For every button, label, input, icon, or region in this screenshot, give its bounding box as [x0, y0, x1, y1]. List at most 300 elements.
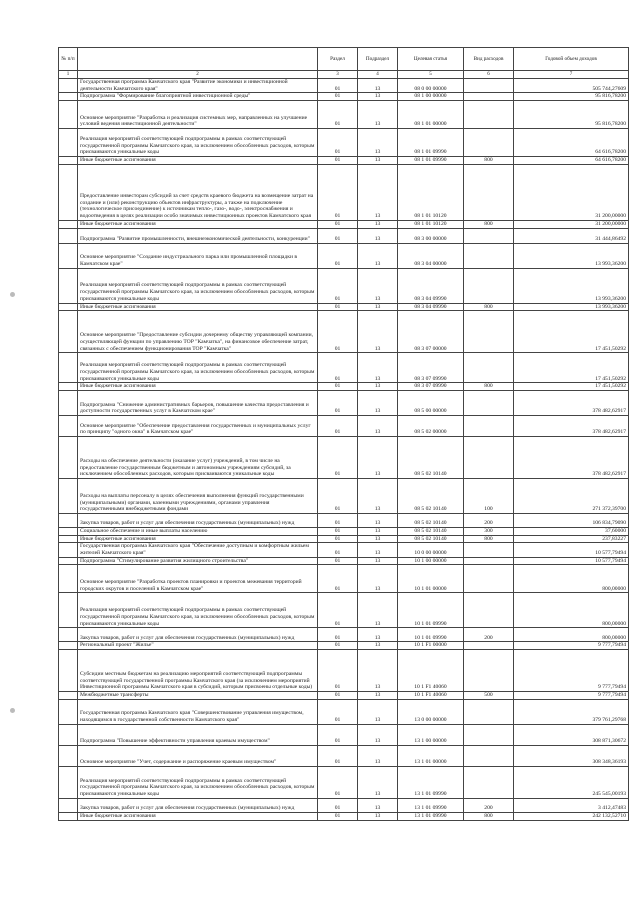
column-number: 4 [358, 71, 398, 79]
row-name-cell: Расходы на выплаты персоналу в целях обеспечения выполнения функций государственными (муниципальными) органами, казенными учреждениями, органами управления государственными внебюджетными фондами [78, 478, 318, 513]
table-row [59, 699, 629, 724]
row-number-cell [59, 93, 78, 101]
row-amount-cell: 245 545,00193 [514, 766, 629, 798]
row-amount-cell: 308 348,36193 [514, 745, 629, 766]
row-razdel-cell: 01 [318, 535, 358, 543]
table-row [59, 593, 629, 628]
row-amount-cell: 17 451,50292 [514, 353, 629, 383]
row-amount-cell: 308 871,30672 [514, 724, 629, 745]
row-razdel-cell: 01 [318, 766, 358, 798]
row-amount-cell: 13 993,36200 [514, 303, 629, 311]
row-target-article-cell: 10 1 01 09990 [398, 593, 464, 628]
row-target-article-cell: 08 1 00 00000 [398, 93, 464, 101]
row-amount-cell: 800,00000 [514, 593, 629, 628]
row-podrazdel-cell: 13 [358, 220, 398, 228]
table-row [59, 724, 629, 745]
row-amount-cell: 9 777,79494 [514, 692, 629, 700]
row-amount-cell: 13 993,36200 [514, 268, 629, 303]
row-podrazdel-cell: 13 [358, 812, 398, 820]
row-number-cell [59, 390, 78, 415]
row-target-article-cell: 08 1 01 09990 [398, 157, 464, 165]
row-name-cell: Закупка товаров, работ и услуг для обеспечения государственных (муниципальных) нужд [78, 628, 318, 642]
row-name-cell: Основное мероприятие "Создание индустриального парка или промышленной площадки в Камчатском крае" [78, 243, 318, 268]
table-row [59, 79, 629, 93]
row-podrazdel-cell: 13 [358, 527, 398, 535]
row-number-cell [59, 724, 78, 745]
row-expense-type-cell [464, 745, 514, 766]
row-razdel-cell: 01 [318, 527, 358, 535]
row-amount-cell: 31 200,00000 [514, 220, 629, 228]
row-expense-type-cell [464, 699, 514, 724]
row-target-article-cell: 13 0 00 00000 [398, 699, 464, 724]
row-podrazdel-cell: 13 [358, 513, 398, 527]
table-row [59, 311, 629, 353]
column-number: 6 [464, 71, 514, 79]
row-amount-cell: 64 616,78200 [514, 129, 629, 157]
row-razdel-cell: 01 [318, 93, 358, 101]
row-number-cell [59, 243, 78, 268]
row-target-article-cell: 08 3 04 09990 [398, 303, 464, 311]
row-podrazdel-cell: 13 [358, 311, 398, 353]
row-razdel-cell: 01 [318, 812, 358, 820]
row-razdel-cell: 01 [318, 650, 358, 692]
row-number-cell [59, 353, 78, 383]
row-podrazdel-cell: 13 [358, 129, 398, 157]
row-razdel-cell: 01 [318, 628, 358, 642]
row-name-cell: Реализация мероприятий соответствующей подпрограммы в рамках соответствующей государственной программы Камчатского края, за исключением обособленных расходов, которым присваиваются уникальные коды [78, 268, 318, 303]
row-name-cell: Основное мероприятие "Предоставление субсидии дочернему обществу управляющей компании, осуществляющей функции по управлению ТОР "Камчатка", на финансовое обеспечение затрат, связанных с обеспечением функционирования ТОР "Камчатка" [78, 311, 318, 353]
row-name-cell: Подпрограмма "Формирование благоприятной инвестиционной среды" [78, 93, 318, 101]
row-target-article-cell: 08 3 07 00000 [398, 311, 464, 353]
row-podrazdel-cell: 13 [358, 543, 398, 557]
row-number-cell [59, 415, 78, 436]
row-podrazdel-cell: 13 [358, 268, 398, 303]
row-razdel-cell: 01 [318, 164, 358, 220]
row-expense-type-cell [464, 557, 514, 565]
row-number-cell [59, 543, 78, 557]
row-name-cell: Иные бюджетные ассигнования [78, 157, 318, 165]
row-expense-type-cell: 800 [464, 157, 514, 165]
row-number-cell [59, 565, 78, 593]
row-podrazdel-cell: 13 [358, 93, 398, 101]
row-razdel-cell: 01 [318, 436, 358, 478]
row-target-article-cell: 08 5 00 00000 [398, 390, 464, 415]
row-name-cell: Основное мероприятие "Разработка проектов планировки и проектов межевания территорий городских округов и поселений в Камчатском крае" [78, 565, 318, 593]
table-row [59, 390, 629, 415]
row-razdel-cell: 01 [318, 101, 358, 129]
row-amount-cell: 106 834,79090 [514, 513, 629, 527]
row-podrazdel-cell: 13 [358, 593, 398, 628]
row-number-cell [59, 745, 78, 766]
header-podrazdel: Подраздел [358, 48, 398, 71]
row-number-cell [59, 129, 78, 157]
row-amount-cell: 271 372,39700 [514, 478, 629, 513]
row-target-article-cell: 08 0 00 00000 [398, 79, 464, 93]
row-target-article-cell: 08 1 01 00000 [398, 101, 464, 129]
row-amount-cell: 9 777,79494 [514, 650, 629, 692]
table-row [59, 798, 629, 812]
row-amount-cell: 13 993,36200 [514, 243, 629, 268]
row-number-cell [59, 699, 78, 724]
row-podrazdel-cell: 13 [358, 243, 398, 268]
row-expense-type-cell [464, 415, 514, 436]
row-target-article-cell: 10 1 F1 40060 [398, 650, 464, 692]
row-target-article-cell: 13 1 01 00000 [398, 745, 464, 766]
row-name-cell: Иные бюджетные ассигнования [78, 535, 318, 543]
row-expense-type-cell [464, 243, 514, 268]
row-expense-type-cell: 200 [464, 628, 514, 642]
table-row [59, 513, 629, 527]
row-name-cell: Межбюджетные трансферты [78, 692, 318, 700]
row-amount-cell: 9 777,79494 [514, 642, 629, 650]
row-target-article-cell: 10 0 00 00000 [398, 543, 464, 557]
row-amount-cell: 237,83227 [514, 535, 629, 543]
row-podrazdel-cell: 13 [358, 699, 398, 724]
row-number-cell [59, 692, 78, 700]
table-row [59, 692, 629, 700]
table-row [59, 543, 629, 557]
row-expense-type-cell [464, 164, 514, 220]
row-name-cell: Реализация мероприятий соответствующей подпрограммы в рамках соответствующей государственной программы Камчатского края, за исключением обособленных расходов, которым присваиваются уникальные коды [78, 766, 318, 798]
table-row [59, 628, 629, 642]
row-name-cell: Субсидии местным бюджетам на реализацию мероприятий соответствующей подпрограммы соответствующей государственной программы Камчатского края (за исключением мероприятий Инвестиционной программы Камчатского края в субсидий, которым присвоены отдельные коды) [78, 650, 318, 692]
header-name [78, 48, 318, 71]
row-number-cell [59, 436, 78, 478]
row-razdel-cell: 01 [318, 303, 358, 311]
row-podrazdel-cell: 13 [358, 642, 398, 650]
row-expense-type-cell: 100 [464, 478, 514, 513]
row-number-cell [59, 228, 78, 243]
row-expense-type-cell [464, 129, 514, 157]
row-amount-cell: 378 482,62917 [514, 415, 629, 436]
row-number-cell [59, 513, 78, 527]
row-number-cell [59, 527, 78, 535]
row-expense-type-cell [464, 93, 514, 101]
row-razdel-cell: 01 [318, 268, 358, 303]
column-number: 2 [78, 71, 318, 79]
row-name-cell: Закупка товаров, работ и услуг для обеспечения государственных (муниципальных) нужд [78, 513, 318, 527]
row-expense-type-cell [464, 311, 514, 353]
row-expense-type-cell [464, 642, 514, 650]
header-target-article: Целевая статья [398, 48, 464, 71]
row-expense-type-cell [464, 543, 514, 557]
table-row [59, 268, 629, 303]
row-name-cell: Предоставление инвесторам субсидий за счет средств краевого бюджета на возмещение затрат на создание и (или) реконструкцию объектов инфраструктуры, а также на подключение (технологическое присоединение) к источникам тепло-, газо-, водо-, электроснабжения и водоотведения в целях реализации особо значимых инвестиционных проектов Камчатского края [78, 164, 318, 220]
row-name-cell: Расходы на обеспечение деятельности (оказание услуг) учреждений, в том числе на предоставление государственным бюджетным и автономным учреждениям субсидий, за исключением обособленных расходов, которым присваиваются уникальные коды [78, 436, 318, 478]
table-row [59, 164, 629, 220]
row-name-cell: Государственная программа Камчатского края "Развитие экономики и инвестиционной деятельности Камчатского края" [78, 79, 318, 93]
row-podrazdel-cell: 13 [358, 101, 398, 129]
row-amount-cell: 37,60000 [514, 527, 629, 535]
row-razdel-cell: 01 [318, 745, 358, 766]
row-target-article-cell: 10 1 F1 40060 [398, 692, 464, 700]
row-expense-type-cell: 800 [464, 303, 514, 311]
row-name-cell: Региональный проект "Жилье" [78, 642, 318, 650]
header-razdel: Раздел [318, 48, 358, 71]
row-name-cell: Реализация мероприятий соответствующей подпрограммы в рамках соответствующей государственной программы Камчатского края, за исключением обособленных расходов, которым присваиваются уникальные коды [78, 129, 318, 157]
table-row [59, 303, 629, 311]
row-number-cell [59, 101, 78, 129]
row-podrazdel-cell: 13 [358, 724, 398, 745]
row-target-article-cell: 08 3 04 00000 [398, 243, 464, 268]
row-name-cell: Подпрограмма "Снижение административных барьеров, повышение качества предоставления и доступности государственных услуг в Камчатском крае" [78, 390, 318, 415]
row-podrazdel-cell: 13 [358, 228, 398, 243]
table-row [59, 642, 629, 650]
row-target-article-cell: 13 1 01 09990 [398, 766, 464, 798]
row-name-cell: Иные бюджетные ассигнования [78, 220, 318, 228]
row-razdel-cell: 01 [318, 383, 358, 391]
row-number-cell [59, 79, 78, 93]
table-row [59, 243, 629, 268]
row-number-cell [59, 478, 78, 513]
row-razdel-cell: 01 [318, 353, 358, 383]
row-podrazdel-cell: 13 [358, 745, 398, 766]
row-amount-cell: 800,00000 [514, 565, 629, 593]
row-podrazdel-cell: 13 [358, 535, 398, 543]
row-target-article-cell: 08 5 02 10140 [398, 436, 464, 478]
row-amount-cell: 17 451,50292 [514, 311, 629, 353]
row-podrazdel-cell: 13 [358, 557, 398, 565]
row-number-cell [59, 557, 78, 565]
row-expense-type-cell: 300 [464, 527, 514, 535]
row-razdel-cell: 01 [318, 557, 358, 565]
row-target-article-cell: 08 3 07 09990 [398, 383, 464, 391]
row-expense-type-cell [464, 79, 514, 93]
table-row [59, 650, 629, 692]
row-number-cell [59, 383, 78, 391]
row-target-article-cell: 08 1 01 10120 [398, 164, 464, 220]
row-name-cell: Основное мероприятие "Учет, содержание и распоряжение краевым имуществом" [78, 745, 318, 766]
row-number-cell [59, 650, 78, 692]
row-amount-cell: 800,00000 [514, 628, 629, 642]
row-name-cell: Реализация мероприятий соответствующей подпрограммы в рамках соответствующей государственной программы Камчатского края, за исключением обособленных расходов, которым присваиваются уникальные коды [78, 353, 318, 383]
row-razdel-cell: 01 [318, 79, 358, 93]
row-expense-type-cell [464, 766, 514, 798]
budget-table [58, 47, 629, 821]
row-podrazdel-cell: 13 [358, 164, 398, 220]
row-razdel-cell: 01 [318, 699, 358, 724]
table-row [59, 93, 629, 101]
row-expense-type-cell [464, 390, 514, 415]
row-name-cell: Реализация мероприятий соответствующей подпрограммы в рамках соответствующей государственной программы Камчатского края, за исключением обособленных расходов, которым присваиваются уникальные коды [78, 593, 318, 628]
row-target-article-cell: 08 3 04 09990 [398, 268, 464, 303]
row-podrazdel-cell: 13 [358, 353, 398, 383]
row-amount-cell: 17 451,50292 [514, 383, 629, 391]
row-name-cell: Иные бюджетные ассигнования [78, 303, 318, 311]
row-target-article-cell: 08 5 02 10140 [398, 535, 464, 543]
row-podrazdel-cell: 13 [358, 628, 398, 642]
row-podrazdel-cell: 13 [358, 383, 398, 391]
row-podrazdel-cell: 13 [358, 692, 398, 700]
table-row [59, 436, 629, 478]
table-row [59, 353, 629, 383]
row-razdel-cell: 01 [318, 565, 358, 593]
row-number-cell [59, 303, 78, 311]
table-body [59, 79, 629, 821]
row-expense-type-cell: 800 [464, 383, 514, 391]
punch-hole-mark [10, 292, 15, 297]
punch-hole-mark [10, 708, 15, 713]
row-number-cell [59, 535, 78, 543]
row-razdel-cell: 01 [318, 478, 358, 513]
row-razdel-cell: 01 [318, 415, 358, 436]
column-number: 3 [318, 71, 358, 79]
row-number-cell [59, 798, 78, 812]
column-number: 7 [514, 71, 629, 79]
row-name-cell: Основное мероприятие "Разработка и реализация системных мер, направленных на улучшение условий ведения инвестиционной деятельности" [78, 101, 318, 129]
row-razdel-cell: 01 [318, 798, 358, 812]
row-podrazdel-cell: 13 [358, 766, 398, 798]
row-razdel-cell: 01 [318, 228, 358, 243]
row-target-article-cell: 10 1 F1 00000 [398, 642, 464, 650]
row-razdel-cell: 01 [318, 390, 358, 415]
row-razdel-cell: 01 [318, 311, 358, 353]
header-annual-amount: Годовой объем доходов [514, 48, 629, 71]
row-podrazdel-cell: 13 [358, 157, 398, 165]
table-row [59, 220, 629, 228]
row-expense-type-cell: 200 [464, 798, 514, 812]
row-amount-cell: 3 412,47483 [514, 798, 629, 812]
row-number-cell [59, 642, 78, 650]
row-razdel-cell: 01 [318, 513, 358, 527]
row-target-article-cell: 08 5 02 00000 [398, 415, 464, 436]
row-number-cell [59, 268, 78, 303]
row-amount-cell: 378 482,62917 [514, 390, 629, 415]
row-number-cell [59, 812, 78, 820]
row-expense-type-cell [464, 101, 514, 129]
row-podrazdel-cell: 13 [358, 415, 398, 436]
row-name-cell: Основное мероприятие "Обеспечение предоставления государственных и муниципальных услуг по принципу "одного окна" в Камчатском крае" [78, 415, 318, 436]
row-amount-cell: 505 744,27609 [514, 79, 629, 93]
row-name-cell: Подпрограмма "Повышение эффективности управления краевым имуществом" [78, 724, 318, 745]
row-expense-type-cell [464, 593, 514, 628]
column-number: 5 [398, 71, 464, 79]
row-number-cell [59, 628, 78, 642]
table-row [59, 535, 629, 543]
row-amount-cell: 242 132,52710 [514, 812, 629, 820]
table-row [59, 565, 629, 593]
row-target-article-cell: 13 1 01 09990 [398, 798, 464, 812]
table-row [59, 478, 629, 513]
row-razdel-cell: 01 [318, 692, 358, 700]
row-expense-type-cell: 800 [464, 535, 514, 543]
row-razdel-cell: 01 [318, 543, 358, 557]
row-expense-type-cell [464, 353, 514, 383]
row-podrazdel-cell: 13 [358, 79, 398, 93]
table-row [59, 383, 629, 391]
row-amount-cell: 378 482,62917 [514, 436, 629, 478]
row-number-cell [59, 593, 78, 628]
table-row [59, 157, 629, 165]
row-target-article-cell: 10 1 01 09990 [398, 628, 464, 642]
row-name-cell: Закупка товаров, работ и услуг для обеспечения государственных (муниципальных) нужд [78, 798, 318, 812]
row-expense-type-cell: 500 [464, 692, 514, 700]
row-name-cell: Социальное обеспечение и иные выплаты населению [78, 527, 318, 535]
row-target-article-cell: 10 1 01 00000 [398, 565, 464, 593]
row-target-article-cell: 08 5 02 10140 [398, 527, 464, 535]
row-number-cell [59, 311, 78, 353]
row-expense-type-cell [464, 228, 514, 243]
table-row [59, 527, 629, 535]
row-expense-type-cell [464, 565, 514, 593]
row-amount-cell: 64 616,78200 [514, 157, 629, 165]
table-row [59, 101, 629, 129]
row-expense-type-cell: 800 [464, 812, 514, 820]
row-podrazdel-cell: 13 [358, 798, 398, 812]
row-expense-type-cell: 200 [464, 513, 514, 527]
row-name-cell: Подпрограмма "Стимулирование развития жилищного строительства" [78, 557, 318, 565]
table-row [59, 129, 629, 157]
row-number-cell [59, 157, 78, 165]
table-row [59, 557, 629, 565]
row-name-cell: Государственная программа Камчатского края "Обеспечение доступным и комфортным жильем жителей Камчатского края" [78, 543, 318, 557]
row-number-cell [59, 220, 78, 228]
row-podrazdel-cell: 13 [358, 650, 398, 692]
row-amount-cell: 31 200,00000 [514, 164, 629, 220]
row-amount-cell: 10 577,79494 [514, 543, 629, 557]
row-name-cell: Иные бюджетные ассигнования [78, 812, 318, 820]
table-row [59, 415, 629, 436]
row-razdel-cell: 01 [318, 157, 358, 165]
row-amount-cell: 95 816,78200 [514, 93, 629, 101]
row-expense-type-cell [464, 436, 514, 478]
row-name-cell: Государственная программа Камчатского края "Совершенствование управления имуществом, находящимся в государственной собственности Камчатского края" [78, 699, 318, 724]
row-podrazdel-cell: 13 [358, 565, 398, 593]
row-amount-cell: 95 816,78200 [514, 101, 629, 129]
row-target-article-cell: 13 1 00 00000 [398, 724, 464, 745]
row-target-article-cell: 08 3 07 09990 [398, 353, 464, 383]
row-podrazdel-cell: 13 [358, 478, 398, 513]
row-podrazdel-cell: 13 [358, 303, 398, 311]
row-expense-type-cell [464, 268, 514, 303]
row-number-cell [59, 164, 78, 220]
row-target-article-cell: 08 1 01 09990 [398, 129, 464, 157]
row-razdel-cell: 01 [318, 129, 358, 157]
row-expense-type-cell [464, 724, 514, 745]
row-amount-cell: 379 761,29768 [514, 699, 629, 724]
row-target-article-cell: 10 1 00 00000 [398, 557, 464, 565]
column-number-row [59, 71, 629, 79]
row-razdel-cell: 01 [318, 243, 358, 268]
row-number-cell [59, 766, 78, 798]
row-target-article-cell: 08 1 01 10120 [398, 220, 464, 228]
header-number: № п/п [59, 48, 78, 71]
row-razdel-cell: 01 [318, 724, 358, 745]
row-target-article-cell: 08 5 02 10140 [398, 478, 464, 513]
row-amount-cell: 10 577,79494 [514, 557, 629, 565]
row-podrazdel-cell: 13 [358, 436, 398, 478]
table-header-row [59, 48, 629, 71]
row-expense-type-cell [464, 650, 514, 692]
row-razdel-cell: 01 [318, 220, 358, 228]
row-target-article-cell: 08 5 02 10140 [398, 513, 464, 527]
table-row [59, 745, 629, 766]
row-name-cell: Подпрограмма "Развитие промышленности, внешнеэкономической деятельности, конкуренции" [78, 228, 318, 243]
row-expense-type-cell: 800 [464, 220, 514, 228]
row-amount-cell: 31 444,86492 [514, 228, 629, 243]
row-podrazdel-cell: 13 [358, 390, 398, 415]
header-expense-type: Вид расходов [464, 48, 514, 71]
table-row [59, 812, 629, 820]
row-target-article-cell: 13 1 01 09990 [398, 812, 464, 820]
table-row [59, 766, 629, 798]
row-razdel-cell: 01 [318, 593, 358, 628]
row-name-cell: Иные бюджетные ассигнования [78, 383, 318, 391]
row-razdel-cell: 01 [318, 642, 358, 650]
column-number: 1 [59, 71, 78, 79]
table-row [59, 228, 629, 243]
row-target-article-cell: 08 3 00 00000 [398, 228, 464, 243]
